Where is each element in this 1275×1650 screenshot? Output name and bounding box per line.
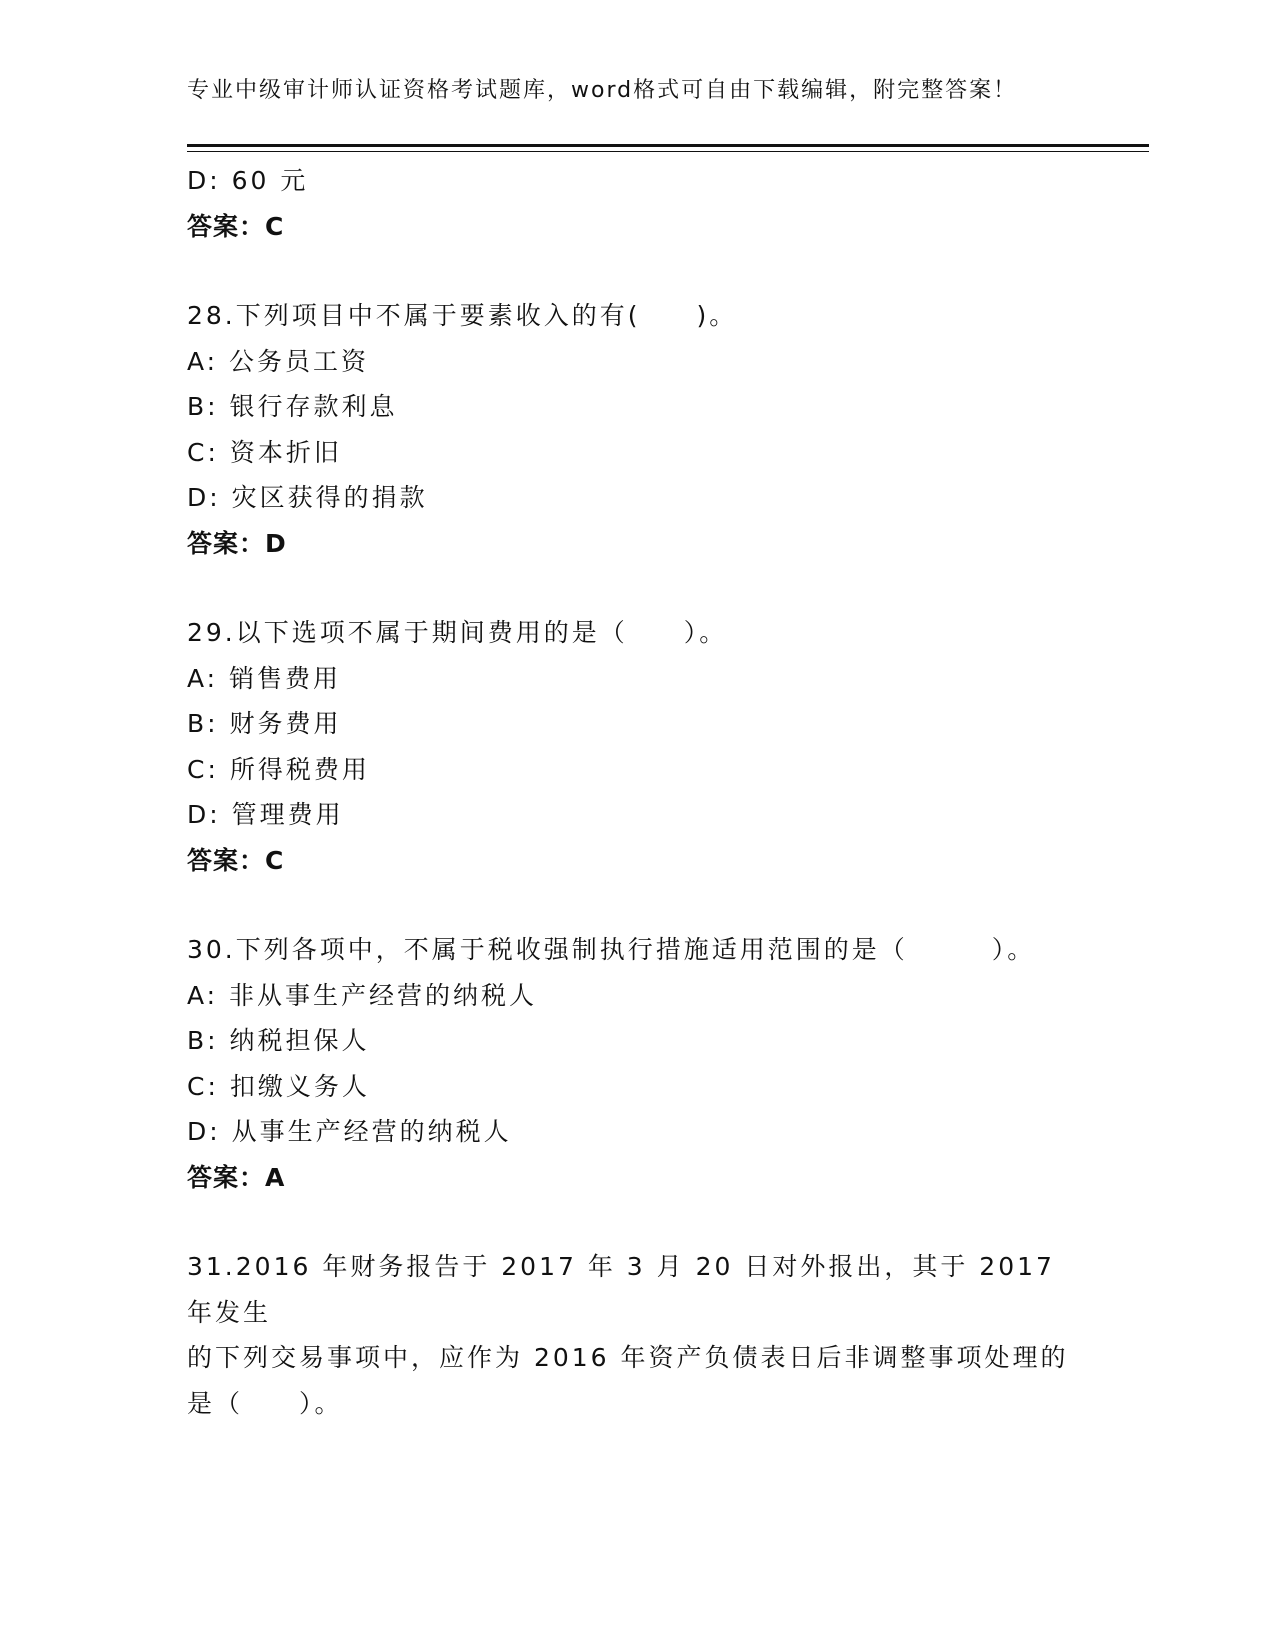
- prev-answer: 答案：C: [187, 211, 285, 241]
- option-d: D: 管理费用: [187, 800, 344, 829]
- option-c: C: 资本折旧: [187, 437, 342, 467]
- answer: 答案：A: [187, 1162, 286, 1192]
- header-divider-thick: [187, 144, 1149, 147]
- option-b: B: 财务费用: [187, 709, 342, 738]
- page-header: 专业中级审计师认证资格考试题库，word格式可自由下载编辑，附完整答案！: [187, 78, 1018, 103]
- question-30: [187, 927, 1087, 1200]
- answer: 答案：D: [187, 528, 287, 558]
- question-28: [187, 293, 1087, 566]
- question-stem: 29.以下选项不属于期间费用的是（ ）。: [187, 618, 728, 647]
- option-d: D: 从事生产经营的纳税人: [187, 1117, 512, 1146]
- option-c: C: 扣缴义务人: [187, 1071, 370, 1101]
- question-stem: 28.下列项目中不属于要素收入的有( )。: [187, 301, 738, 330]
- option-a: A: 非从事生产经营的纳税人: [187, 980, 538, 1010]
- question-stem: 30.下列各项中，不属于税收强制执行措施适用范围的是（ ）。: [187, 935, 1036, 964]
- question-29: [187, 610, 1087, 883]
- answer: 答案：C: [187, 845, 285, 875]
- question-content: [187, 158, 1087, 1426]
- question-stem-line-2: 的下列交易事项中，应作为 2016 年资产负债表日后非调整事项处理的: [187, 1343, 1069, 1372]
- option-d: D: 灾区获得的捐款: [187, 483, 428, 512]
- prev-option-d: D: 60 元: [187, 166, 309, 195]
- option-b: B: 纳税担保人: [187, 1026, 370, 1055]
- option-a: A: 公务员工资: [187, 346, 370, 376]
- option-b: B: 银行存款利息: [187, 392, 398, 421]
- question-stem-line-3: 是（ ）。: [187, 1388, 343, 1418]
- header-divider-thin: [187, 151, 1149, 152]
- option-c: C: 所得税费用: [187, 754, 370, 784]
- option-a: A: 销售费用: [187, 663, 342, 693]
- question-stem-line-1: 31.2016 年财务报告于 2017 年 3 月 20 日对外报出，其于 2017 年发生: [187, 1252, 1055, 1327]
- question-31: [187, 1244, 1087, 1426]
